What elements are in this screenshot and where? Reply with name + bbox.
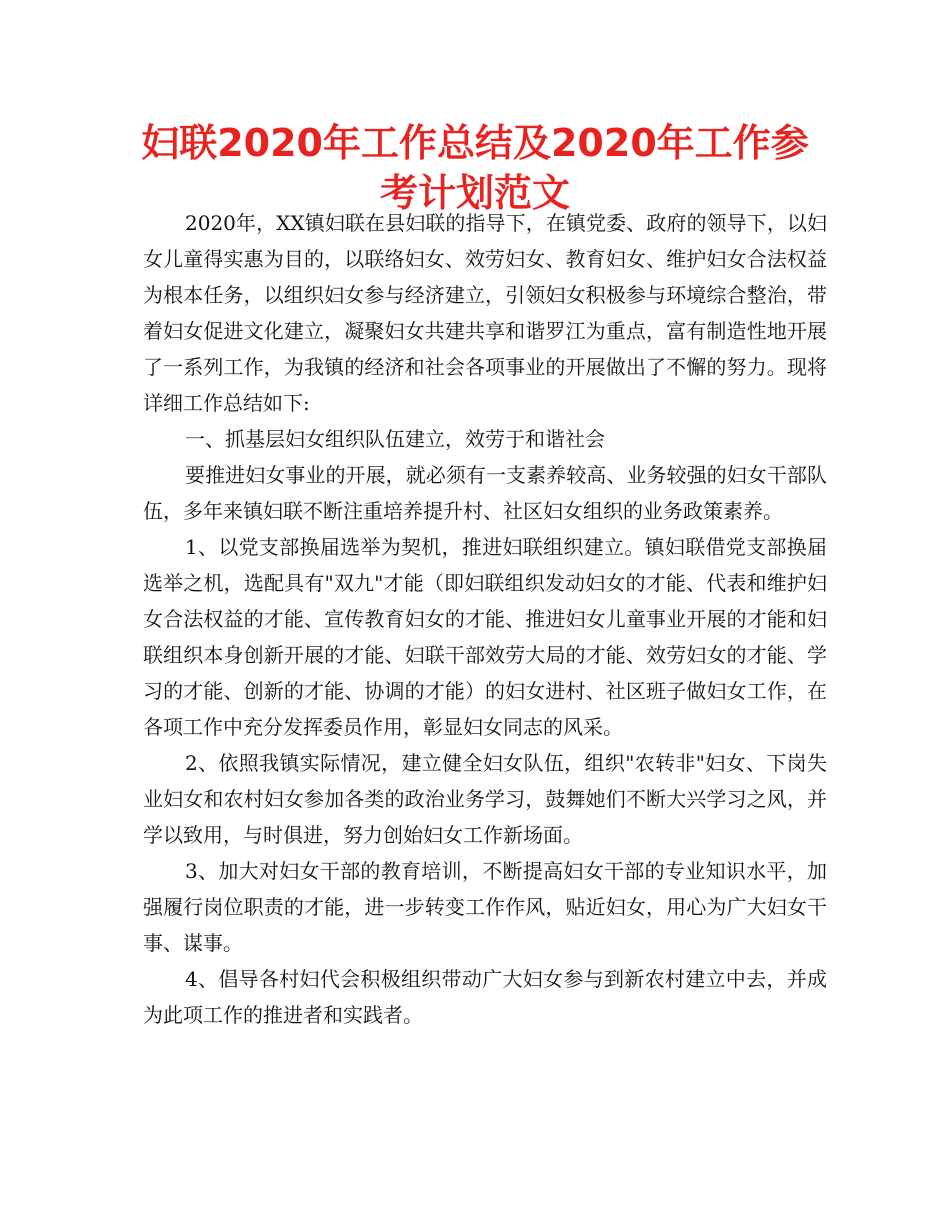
paragraph-item-2: 2、依照我镇实际情况，建立健全妇女队伍，组织"农转非"妇女、下岗失业妇女和农村妇女参加各类的政治业务学习，鼓舞她们不断大兴学习之风，并学以致用，与时俱进，努力创始妇女工作新场面。 xyxy=(143,751,827,847)
document-title: 妇联2020年工作总结及2020年工作参考计划范文 xyxy=(141,121,809,215)
paragraph-section-1-intro: 要推进妇女事业的开展，就必须有一支素养较高、业务较强的妇女干部队伍，多年来镇妇联不断注重培养提升村、社区妇女组织的业务政策素养。 xyxy=(143,463,827,523)
paragraph-item-4: 4、倡导各村妇代会积极组织带动广大妇女参与到新农村建立中去，并成为此项工作的推进者和实践者。 xyxy=(143,967,827,1027)
paragraph-item-1: 1、以党支部换届选举为契机，推进妇联组织建立。镇妇联借党支部换届选举之机，选配具有"双九"才能（即妇联组织发动妇女的才能、代表和维护妇女合法权益的才能、宣传教育妇女的才能、推进妇女儿童事业开展的才能和妇联组织本身创新开展的才能、妇联干部效劳大局的才能、效劳妇女的才能、学习的才能、创新的才能、协调的才能）的妇女进村、社区班子做妇女工作，在各项工作中充分发挥委员作用，彰显妇女同志的风采。 xyxy=(143,535,827,739)
section-heading-1: 一、抓基层妇女组织队伍建立，效劳于和谐社会 xyxy=(185,427,605,451)
paragraph-item-3: 3、加大对妇女干部的教育培训，不断提高妇女干部的专业知识水平，加强履行岗位职责的才能，进一步转变工作作风，贴近妇女，用心为广大妇女干事、谋事。 xyxy=(143,859,827,955)
paragraph-intro: 2020年，XX镇妇联在县妇联的指导下，在镇党委、政府的领导下，以妇女儿童得实惠为目的，以联络妇女、效劳妇女、教育妇女、维护妇女合法权益为根本任务，以组织妇女参与经济建立，引领妇女积极参与环境综合整治，带着妇女促进文化建立，凝聚妇女共建共享和谐罗江为重点，富有制造性地开展了一系列工作，为我镇的经济和社会各项事业的开展做出了不懈的努力。现将详细工作总结如下: xyxy=(143,211,827,415)
document-body xyxy=(143,205,827,1033)
